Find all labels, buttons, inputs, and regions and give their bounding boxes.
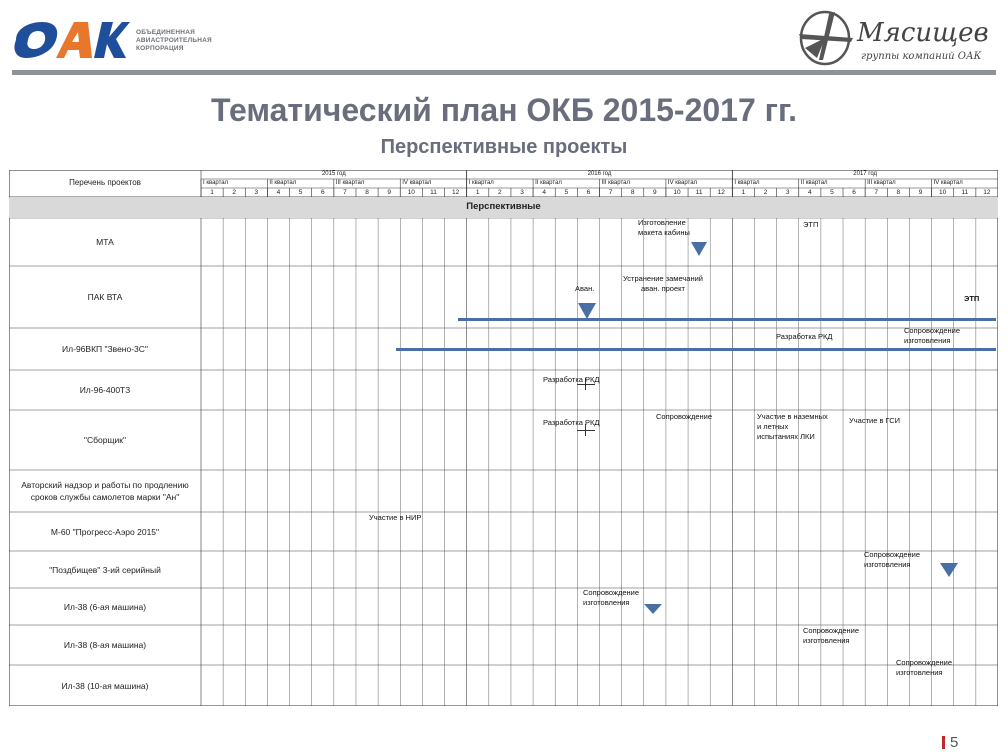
note-pak-etp: ЭТП <box>964 294 980 303</box>
month-header: 5 <box>298 188 303 196</box>
month-header: 10 <box>673 188 681 196</box>
month-header: 7 <box>343 188 347 196</box>
month-header: 4 <box>276 188 281 196</box>
il96vkp-bar <box>396 348 996 351</box>
month-header: 7 <box>608 188 613 196</box>
oak-logo <box>12 18 227 62</box>
rkd-tick <box>577 430 595 431</box>
quarter-header: I квартал <box>734 180 760 186</box>
quarter-header: I квартал <box>468 180 494 186</box>
pozd-milestone-icon <box>940 563 958 577</box>
note-pozd-support: Сопровождение изготовления <box>864 550 921 569</box>
quarter-header: II квартал <box>535 180 562 186</box>
page-subtitle: Перспективные проекты <box>380 136 628 158</box>
month-header: 4 <box>808 188 812 196</box>
myasishchev-emblem-icon <box>795 8 857 68</box>
quarter-header: II квартал <box>269 180 297 186</box>
month-header: 8 <box>365 188 369 196</box>
project-name: Ил-96ВКП "Звено-3С" <box>62 344 148 354</box>
note-il96400-rkd: Разработка РКД <box>543 375 600 384</box>
il38-6-milestone-icon <box>644 604 662 614</box>
month-header: 8 <box>896 188 901 196</box>
month-header: 2 <box>763 188 768 196</box>
year-header: 2017 год <box>853 171 878 177</box>
note-mta-mfg: Изготовление макета кабины <box>638 218 690 237</box>
quarter-header: IV квартал <box>667 180 698 186</box>
quarter-header: III квартал <box>867 180 896 186</box>
note-pak-fix: Устранение замечаний аван. проект <box>623 274 703 293</box>
month-header: 11 <box>430 188 437 196</box>
note-pak-avan: Аван. <box>575 284 595 293</box>
month-header: 3 <box>254 188 259 196</box>
month-header: 5 <box>564 188 569 196</box>
project-name: ПАК ВТА <box>87 292 123 302</box>
project-name: Авторский надзор и работы по продлению сроков службы самолетов марки "Ан" <box>21 480 189 502</box>
month-header: 9 <box>387 188 391 196</box>
page-title: Тематический план ОКБ 2015-2017 гг. <box>211 92 797 128</box>
month-header: 6 <box>852 188 856 196</box>
month-header: 6 <box>320 188 325 196</box>
project-name: "Поздбищев" 3-ий серийный <box>49 564 161 575</box>
month-header: 5 <box>830 188 834 196</box>
pak-vta-bar <box>458 318 996 321</box>
month-header: 9 <box>918 188 923 196</box>
month-header: 1 <box>475 188 480 196</box>
month-header: 1 <box>210 188 214 196</box>
year-header: 2016 год <box>587 171 612 177</box>
project-name: Ил-38 (8-ая машина) <box>63 640 147 650</box>
month-header: 11 <box>695 188 703 196</box>
month-header: 4 <box>542 188 546 196</box>
note-il38-6-support: Сопровождение изготовления <box>583 588 640 607</box>
note-il38-8-support: Сопровождение изготовления <box>803 626 860 645</box>
note-mta-etp: ЭТП <box>803 220 819 229</box>
note-sb-gsi: Участие в ГСИ <box>849 416 901 425</box>
month-header: 10 <box>939 188 947 196</box>
month-header: 2 <box>232 188 236 196</box>
month-header: 3 <box>520 188 524 196</box>
year-header: 2015 год <box>321 171 346 177</box>
project-name: Ил-96-400ТЗ <box>79 385 131 395</box>
month-header: 10 <box>407 188 415 196</box>
project-name: "Сборщик" <box>84 435 126 445</box>
page-number: 5 <box>950 734 959 751</box>
project-list-header: Перечень проектов <box>69 178 141 187</box>
note-sb-rkd: Разработка РКД <box>543 418 600 427</box>
quarter-header: IV квартал <box>933 180 963 186</box>
note-sb-tests: Участие в наземных и летных испытаниях ЛКИ <box>757 412 828 441</box>
page-marker <box>942 736 945 749</box>
project-name: Ил-38 (6-ая машина) <box>63 601 147 612</box>
month-header: 8 <box>630 188 635 196</box>
myasishchev-subtitle: группы компаний ОАК <box>861 51 982 62</box>
month-header: 12 <box>451 188 460 196</box>
note-il96vkp-support: Сопровождение изготовления <box>904 326 961 345</box>
month-header: 12 <box>717 188 725 196</box>
month-header: 11 <box>961 188 969 196</box>
month-header: 2 <box>498 188 502 196</box>
month-header: 9 <box>653 188 657 196</box>
month-header: 12 <box>983 188 991 196</box>
quarter-header: III квартал <box>601 180 630 186</box>
oak-logo-mark <box>12 18 130 62</box>
note-m60-nir: Участие в НИР <box>369 513 422 522</box>
section-label: Перспективные <box>466 201 541 212</box>
quarter-header: I квартал <box>203 180 229 186</box>
note-sb-support: Сопровождение <box>656 412 713 421</box>
month-header: 6 <box>586 188 591 196</box>
pak-milestone-icon <box>578 303 596 319</box>
project-name: Ил-38 (10-ая машина) <box>61 680 149 691</box>
oak-logo-subtitle: ОБЪЕДИНЕННАЯ АВИАСТРОИТЕЛЬНАЯ КОРПОРАЦИЯ <box>136 29 212 52</box>
myasishchev-logo <box>795 8 995 68</box>
quarter-header: II квартал <box>800 180 828 186</box>
header-divider <box>12 70 996 75</box>
project-name: МТА <box>96 237 114 247</box>
gantt-table <box>9 170 998 706</box>
month-header: 3 <box>785 188 790 196</box>
myasishchev-name: Мясищев <box>857 18 989 48</box>
quarter-header: IV квартал <box>402 180 432 186</box>
mta-milestone-icon <box>691 242 707 256</box>
project-name: М-60 "Прогресс-Аэро 2015" <box>50 526 160 537</box>
note-il96vkp-rkd: Разработка РКД <box>776 332 833 341</box>
quarter-header: III квартал <box>335 180 365 186</box>
note-il38-10-support: Сопровождение изготовления <box>896 658 953 677</box>
month-header: 1 <box>741 188 746 196</box>
month-header: 7 <box>874 188 879 196</box>
